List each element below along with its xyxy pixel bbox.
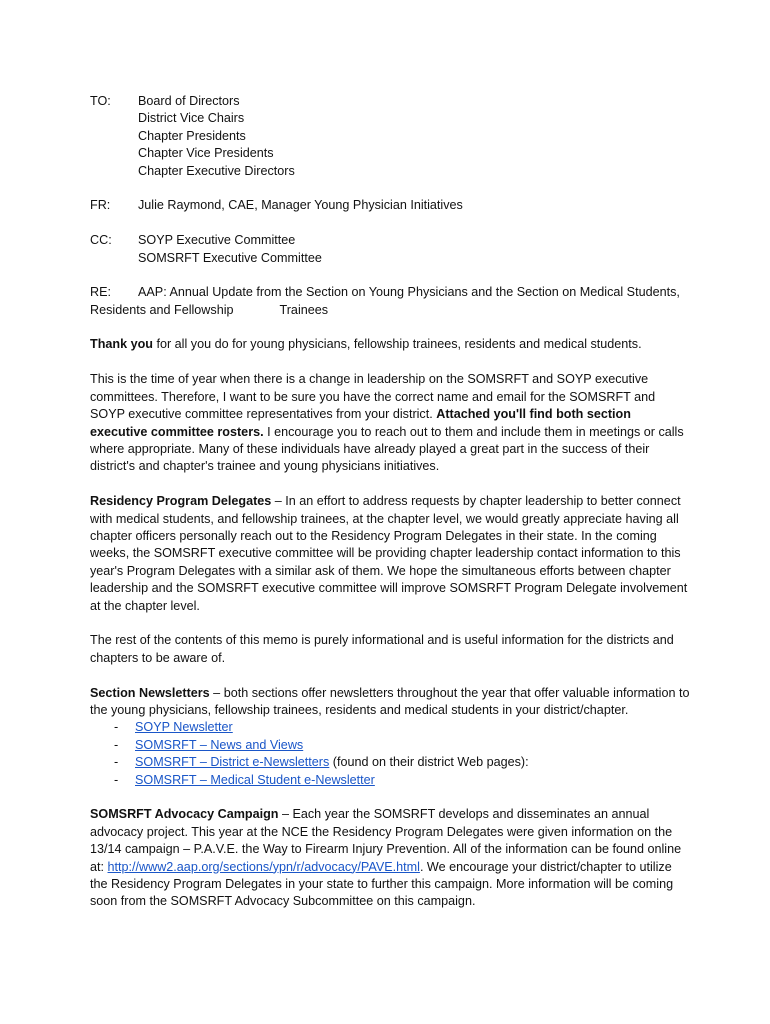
to-recipient: District Vice Chairs — [138, 111, 245, 126]
to-label: TO: — [90, 94, 111, 108]
to-recipient: Chapter Presidents — [138, 128, 246, 143]
thanks-bold: Thank you — [90, 337, 153, 352]
advocacy-text: . We encourage your district/chapter to utilize the Residency Program Delegates in your state to further this campaign. More information will be coming soon from the SOMSRFT Advocacy Subcommittee on this campaign. — [90, 859, 674, 909]
re-value-part: Residents and Fellowship — [90, 302, 234, 317]
re-value-part: Trainees — [279, 302, 329, 317]
list-item: - SOYP Newsletter — [114, 720, 233, 735]
informational-paragraph: The rest of the contents of this memo is purely informational and is useful information for the districts and chapters to be aware of. — [90, 633, 674, 665]
newsletter-link[interactable]: SOMSRFT – Medical Student e-Newsletter — [135, 772, 375, 787]
advocacy-url-link[interactable]: http://www2.aap.org/sections/ypn/r/advocacy/PAVE.html — [107, 859, 420, 874]
cc-label: CC: — [90, 233, 112, 248]
cc-recipient: SOYP Executive Committee — [138, 233, 296, 248]
to-line — [90, 93, 690, 110]
list-item: - SOMSRFT – Medical Student e-Newsletter — [114, 772, 375, 787]
delegates-bold: Residency Program Delegates — [90, 494, 272, 509]
memo-page — [90, 93, 690, 911]
from-label: FR: — [90, 198, 111, 213]
from-value: Julie Raymond, CAE, Manager Young Physician Initiatives — [138, 198, 463, 213]
leadership-paragraph — [90, 371, 690, 475]
advocacy-bold: SOMSRFT Advocacy Campaign — [90, 807, 279, 822]
leadership-text: This is the time of year when there is a change in leadership on the SOMSRFT and SOYP executive committees. Therefore, I want to be sure you have the correct name and email for the SOMSRFT and SOYP executive committee representatives from your district. — [90, 372, 656, 422]
re-line — [90, 284, 690, 301]
delegates-text: – In an effort to address requests by chapter leadership to better connect with medical students, and fellowship trainees, at the chapter level, we would greatly appreciate having all chapter officers personally reach out to the Residency Program Delegates in their state. In the coming weeks, the SOMSRFT executive committee will be providing chapter leadership contact information to this year's Program Delegates with a similar ask of them. We hope the simultaneous efforts between chapter leadership and the SOMSRFT executive committee will improve SOMSRFT Program Delegate involvement at the chapter level. — [90, 494, 688, 613]
list-item: - SOMSRFT – News and Views — [114, 737, 304, 752]
leadership-text: I encourage you to reach out to them and include them in meetings or calls where appropriate. Many of these individuals have already played a great part in the success of their district's and chapter's trainee and young physicians initiatives. — [90, 424, 684, 474]
cc-line — [90, 232, 690, 249]
delegates-paragraph — [90, 493, 690, 615]
to-recipient: Chapter Executive Directors — [138, 163, 295, 178]
newsletters-paragraph — [90, 685, 690, 720]
cc-recipient: SOMSRFT Executive Committee — [138, 250, 322, 265]
to-recipient: Chapter Vice Presidents — [138, 146, 274, 161]
newsletter-link[interactable]: SOYP Newsletter — [135, 720, 233, 735]
advocacy-paragraph — [90, 806, 690, 910]
newsletters-bold: Section Newsletters — [90, 685, 210, 700]
leadership-bold: Attached you'll find both section executive committee rosters. — [90, 407, 631, 439]
re-value: AAP: Annual Update from the Section on Young Physicians and the Section on Medical Students, — [138, 285, 680, 300]
thanks-text: for all you do for young physicians, fellowship trainees, residents and medical students. — [152, 337, 642, 352]
newsletters-text: – both sections offer newsletters throughout the year that offer valuable information to the young physicians, fellowship trainees, residents and medical students in your district/chapter. — [90, 685, 690, 717]
re-label: RE: — [90, 285, 111, 300]
to-recipient: Board of Directors — [138, 94, 240, 108]
list-item: - SOMSRFT – District e-Newsletters (found on their district Web pages): — [114, 755, 529, 770]
from-line — [90, 197, 690, 214]
newsletter-link[interactable]: SOMSRFT – District e-Newsletters — [135, 755, 330, 770]
newsletter-link[interactable]: SOMSRFT – News and Views — [135, 737, 304, 752]
re-value-continued — [90, 302, 690, 319]
newsletter-list — [90, 719, 690, 789]
advocacy-text: – Each year the SOMSRFT develops and disseminates an annual advocacy project. This year at the NCE the Residency Program Delegates were given information on the 13/14 campaign – P.A.V.E. the Way to Firearm Injury Prevention. All of the information can be found online at: — [90, 807, 682, 874]
thanks-paragraph — [90, 336, 690, 353]
